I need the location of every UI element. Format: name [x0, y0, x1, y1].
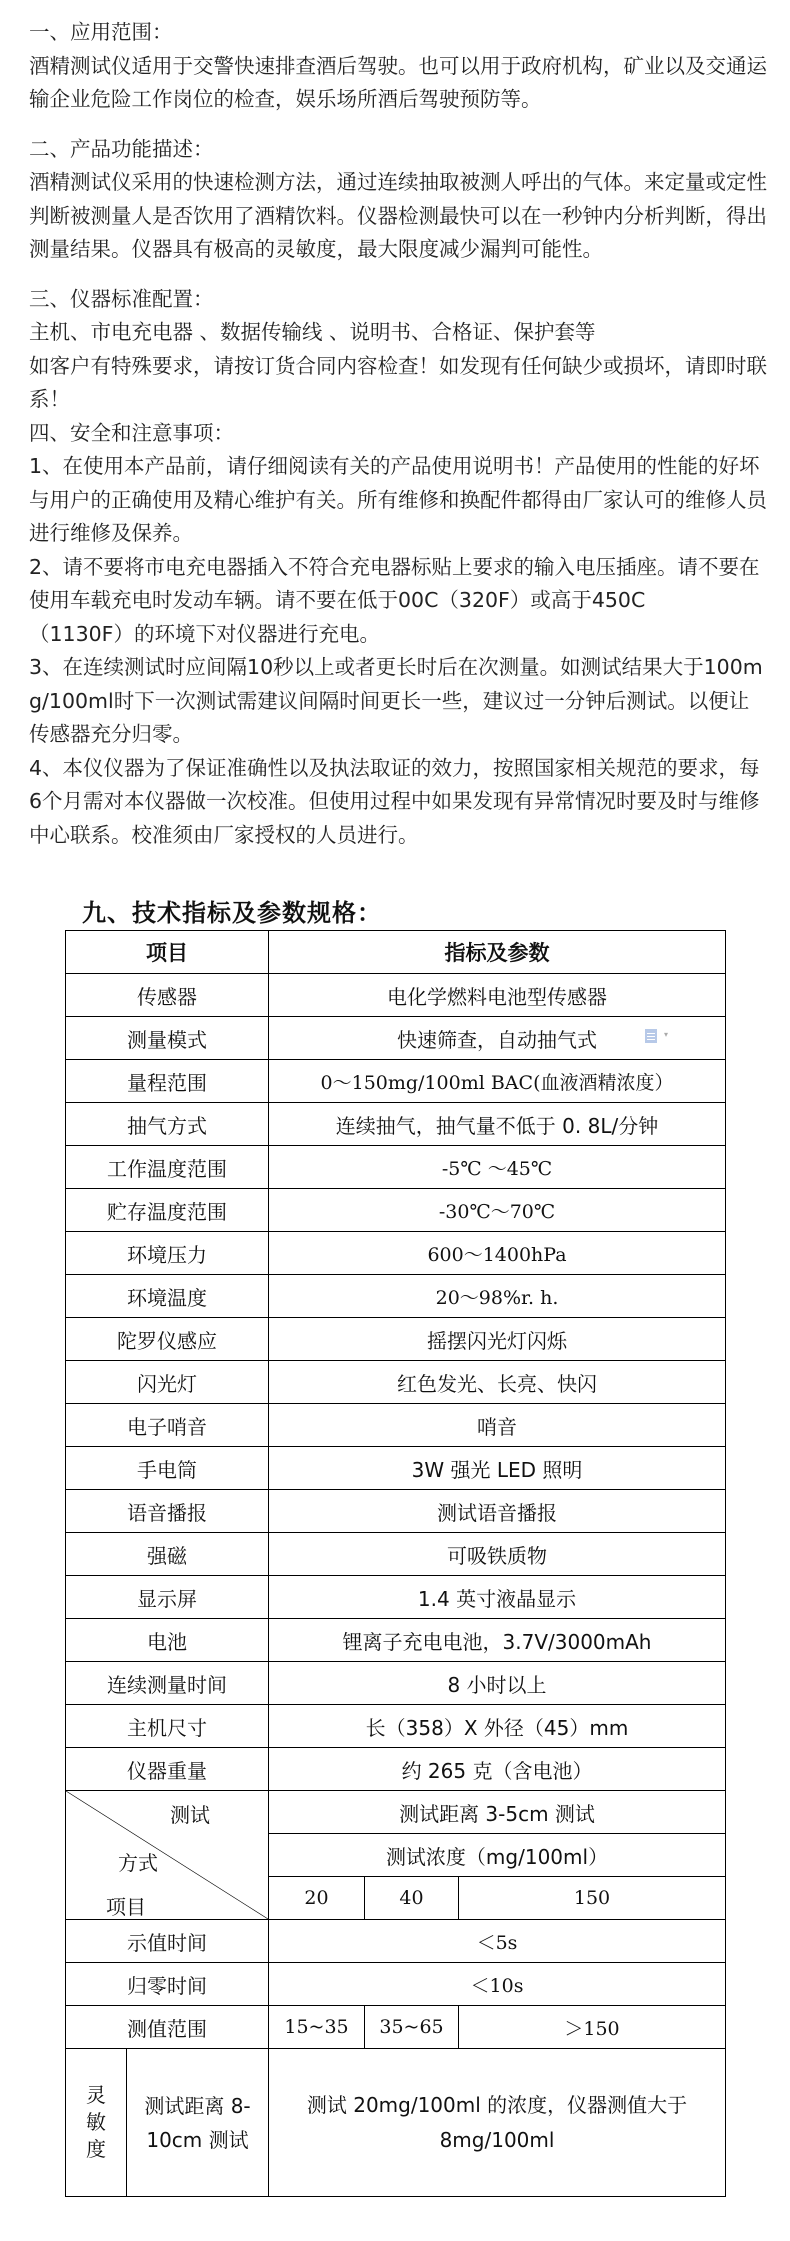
- table-row: [66, 1662, 726, 1705]
- row-value: 3W 强光 LED 照明: [269, 1447, 726, 1490]
- row-value: -5℃ ～45℃: [269, 1146, 726, 1189]
- row-label: 传感器: [66, 974, 269, 1017]
- table-row: [66, 1232, 726, 1275]
- table-row: [66, 1447, 726, 1490]
- table-row: [66, 1619, 726, 1662]
- row-label: 抽气方式: [66, 1103, 269, 1146]
- row-value: 锂离子充电电池，3.7V/3000mAh: [269, 1619, 726, 1662]
- row-value: 可吸铁质物: [269, 1533, 726, 1576]
- test-distance: 测试距离 3-5cm 测试: [269, 1791, 726, 1834]
- row-label: 强磁: [66, 1533, 269, 1576]
- test-distance-row: [66, 1791, 726, 1834]
- row-label: 电池: [66, 1619, 269, 1662]
- table-row: [66, 1963, 726, 2006]
- row-label: 主机尺寸: [66, 1705, 269, 1748]
- sensitivity-char: 度: [86, 2137, 106, 2161]
- row-value: 8 小时以上: [269, 1662, 726, 1705]
- table-row: [66, 1920, 726, 1963]
- section-1-title: 一、应用范围：: [29, 20, 173, 44]
- row-label: 显示屏: [66, 1576, 269, 1619]
- row-label: 环境压力: [66, 1232, 269, 1275]
- paste-options-dropdown-icon[interactable]: ▾: [664, 1030, 669, 1039]
- table-row: [66, 1146, 726, 1189]
- table-row: [66, 974, 726, 1017]
- row-label: 工作温度范围: [66, 1146, 269, 1189]
- section-3-title: 三、仪器标准配置：: [29, 286, 214, 311]
- row-value: ＜10s: [269, 1963, 726, 2006]
- sensitivity-char: 敏: [86, 2110, 106, 2134]
- section-3-line-2: 如客户有特殊要求，请按订货合同内容检查！如发现有任何缺少或损坏，请即时联系！: [29, 353, 767, 411]
- document-body: [29, 16, 769, 852]
- row-value: 1.4 英寸液晶显示: [269, 1576, 726, 1619]
- section-2-body: 酒精测试仪采用的快速检测方法，通过连续抽取被测人呼出的气体。来定量或定性判断被测量人是否饮用了酒精饮料。仪器检测最快可以在一秒钟内分析判断，得出测量结果。仪器具有极高的灵敏度，最大限度减少漏判可能性。: [29, 170, 767, 261]
- row-value: 长（358）X 外径（45）mm: [269, 1705, 726, 1748]
- row-label: 示值时间: [66, 1920, 269, 1963]
- table-row: [66, 1361, 726, 1404]
- test-concentration: 测试浓度（mg/100ml）: [269, 1834, 726, 1877]
- table-row: [66, 1189, 726, 1232]
- row-value: -30℃～70℃: [269, 1189, 726, 1232]
- row-label: 陀罗仪感应: [66, 1318, 269, 1361]
- table-row: [66, 1318, 726, 1361]
- level-150: 150: [459, 1877, 726, 1920]
- sensitivity-condition: 测试距离 8-10cm 测试: [127, 2049, 269, 2197]
- row-label: 闪光灯: [66, 1361, 269, 1404]
- row-label: 归零时间: [66, 1963, 269, 2006]
- sensitivity-char: 灵: [86, 2083, 106, 2107]
- paste-options-icon[interactable]: [645, 1029, 657, 1043]
- range-row: [66, 2006, 726, 2049]
- row-label: 贮存温度范围: [66, 1189, 269, 1232]
- header-value: 指标及参数: [269, 931, 726, 974]
- row-value: 约 265 克（含电池）: [269, 1748, 726, 1791]
- row-value: 20～98%r. h.: [269, 1275, 726, 1318]
- table-header-row: [66, 931, 726, 974]
- row-label: 环境温度: [66, 1275, 269, 1318]
- table-row: [66, 1060, 726, 1103]
- section-4-item-4: 4、本仪仪器为了保证准确性以及执法取证的效力，按照国家相关规范的要求，每6个月需对本仪器做一次校准。但使用过程中如果发现有异常情况时要及时与维修中心联系。校准须由厂家授权的人员进行。: [29, 755, 760, 847]
- row-label: 测值范围: [66, 2006, 269, 2049]
- table-row: [66, 1576, 726, 1619]
- range-value-3: ＞150: [459, 2006, 726, 2049]
- table-row: [66, 1533, 726, 1576]
- header-item: 项目: [66, 931, 269, 974]
- section-4-item-3: 3、在连续测试时应间隔10秒以上或者更长时后在次测量。如测试结果大于100mg/100ml时下一次测试需建议间隔时间更长一些，建议过一分钟后测试。以便让传感器充分归零。: [29, 655, 763, 746]
- table-row: [66, 1275, 726, 1318]
- row-value: ＜5s: [269, 1920, 726, 1963]
- row-value: 哨音: [269, 1404, 726, 1447]
- range-value-2: 35~65: [365, 2006, 459, 2049]
- sensitivity-value: 测试 20mg/100ml 的浓度，仪器测值大于 8mg/100ml: [269, 2049, 726, 2197]
- table-row: [66, 1705, 726, 1748]
- range-value-1: 15~35: [269, 2006, 365, 2049]
- row-label: 量程范围: [66, 1060, 269, 1103]
- section-4-title: 四、安全和注意事项：: [29, 420, 234, 445]
- table-row: [66, 1017, 726, 1060]
- section-2-title: 二、产品功能描述：: [29, 136, 214, 161]
- level-40: 40: [365, 1877, 459, 1920]
- spec-section-title: 九、技术指标及参数规格：: [82, 898, 382, 927]
- spec-table: [65, 930, 726, 2197]
- row-value: 测试语音播报: [269, 1490, 726, 1533]
- section-4-item-2a: 2、请不要将市电充电器插入不符合充电器标贴上要求的输入电压插座。请不要在使用车载充电时发动车辆。请不要在低于00C（320F）或高于450C: [29, 554, 760, 612]
- row-label: 仪器重量: [66, 1748, 269, 1791]
- row-value: 快速筛查，自动抽气式: [269, 1017, 726, 1060]
- table-row: [66, 1490, 726, 1533]
- diag-label-method: 方式: [118, 1851, 158, 1875]
- row-label: 语音播报: [66, 1490, 269, 1533]
- row-value: 电化学燃料电池型传感器: [269, 974, 726, 1017]
- row-value: 红色发光、长亮、快闪: [269, 1361, 726, 1404]
- section-4-item-1: 1、在使用本产品前，请仔细阅读有关的产品使用说明书！产品使用的性能的好坏与用户的正确使用及精心维护有关。所有维修和换配件都得由厂家认可的维修人员进行维修及保养。: [29, 454, 767, 545]
- section-4-item-2b: （1130F）的环境下对仪器进行充电。: [29, 621, 380, 646]
- diagonal-header-cell: [66, 1791, 269, 1920]
- diagonal-line: [66, 1791, 268, 1919]
- row-value: 连续抽气，抽气量不低于 0. 8L/分钟: [269, 1103, 726, 1146]
- diag-label-test: 测试: [170, 1803, 210, 1827]
- table-row: [66, 1404, 726, 1447]
- row-label: 电子哨音: [66, 1404, 269, 1447]
- row-value: 600～1400hPa: [269, 1232, 726, 1275]
- row-value: 0～150mg/100ml BAC(血液酒精浓度）: [269, 1060, 726, 1103]
- section-3-line-1: 主机、市电充电器 、数据传输线 、说明书、合格证、保护套等: [29, 320, 596, 344]
- row-label: 手电筒: [66, 1447, 269, 1490]
- sensitivity-row: [66, 2049, 726, 2197]
- table-row: [66, 1103, 726, 1146]
- diag-label-item: 项目: [106, 1895, 146, 1919]
- row-value: 摇摆闪光灯闪烁: [269, 1318, 726, 1361]
- level-20: 20: [269, 1877, 365, 1920]
- sensitivity-label: [66, 2049, 127, 2197]
- row-label: 测量模式: [66, 1017, 269, 1060]
- table-row: [66, 1748, 726, 1791]
- section-1-body: 酒精测试仪适用于交警快速排查酒后驾驶。也可以用于政府机构，矿业以及交通运输企业危险工作岗位的检查，娱乐场所酒后驾驶预防等。: [29, 53, 767, 111]
- row-label: 连续测量时间: [66, 1662, 269, 1705]
